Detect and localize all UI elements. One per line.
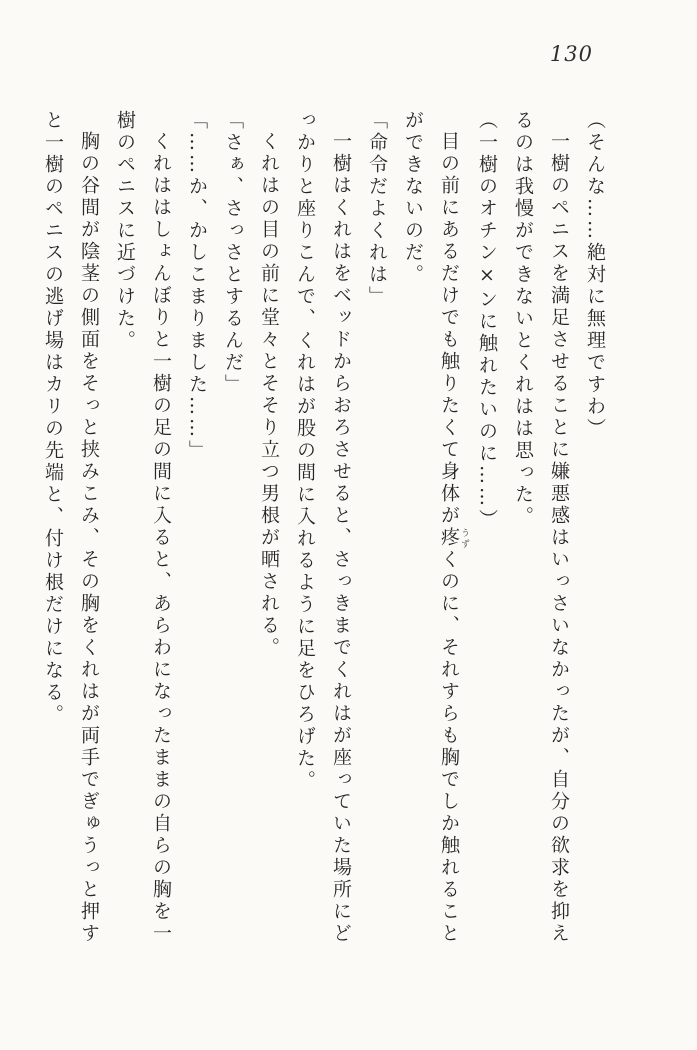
text-line: 「さぁ、さっさとするんだ」	[222, 110, 244, 396]
page-number: 130	[549, 42, 593, 66]
text-line: るのは我慢ができないとくれはは思った。	[512, 110, 534, 528]
text-line: 一樹のペニスを満足させることに嫌悪感はいっさいなかったが、自分の欲求を抑え	[548, 131, 570, 945]
text-line: 樹のペニスに近づけた。	[114, 110, 136, 352]
text-line: と一樹のペニスの逃げ場はカリの先端と、付け根だけになる。	[42, 110, 64, 726]
text-line: くれははしょんぼりと一樹の足の間に入ると、あらわになったままの自らの胸を一	[150, 131, 172, 945]
text-line: （一樹のオチン×ンに触れたいのに……）	[476, 110, 498, 531]
text-line: 胸の谷間が陰茎の側面をそっと挟みこみ、その胸をくれはが両手でぎゅうっと押す	[78, 131, 100, 945]
text-line: （そんな……絶対に無理ですわ）	[584, 110, 606, 440]
ruby-annotated-text: 疼 うず	[438, 527, 469, 549]
text-line: っかりと座りこんで、くれはが股の間に入れるように足をひろげた。	[294, 110, 316, 792]
text-line: 「命令だよくれは」	[366, 110, 388, 308]
text-line: 一樹はくれはをベッドからおろさせると、さっきまでくれはが座っていた場所にど	[330, 131, 352, 945]
text-columns	[35, 110, 613, 1010]
text-line: くれはの目の前に堂々とそそり立つ男根が晒される。	[258, 131, 280, 659]
text-line: ができないのだ。	[402, 110, 424, 286]
text-line: 目の前にあるだけでも触りたくて身体が疼 うずくのに、それすらも胸でしか触れること	[438, 131, 469, 945]
text-line: 「……か、かしこまりました……」	[186, 110, 208, 462]
